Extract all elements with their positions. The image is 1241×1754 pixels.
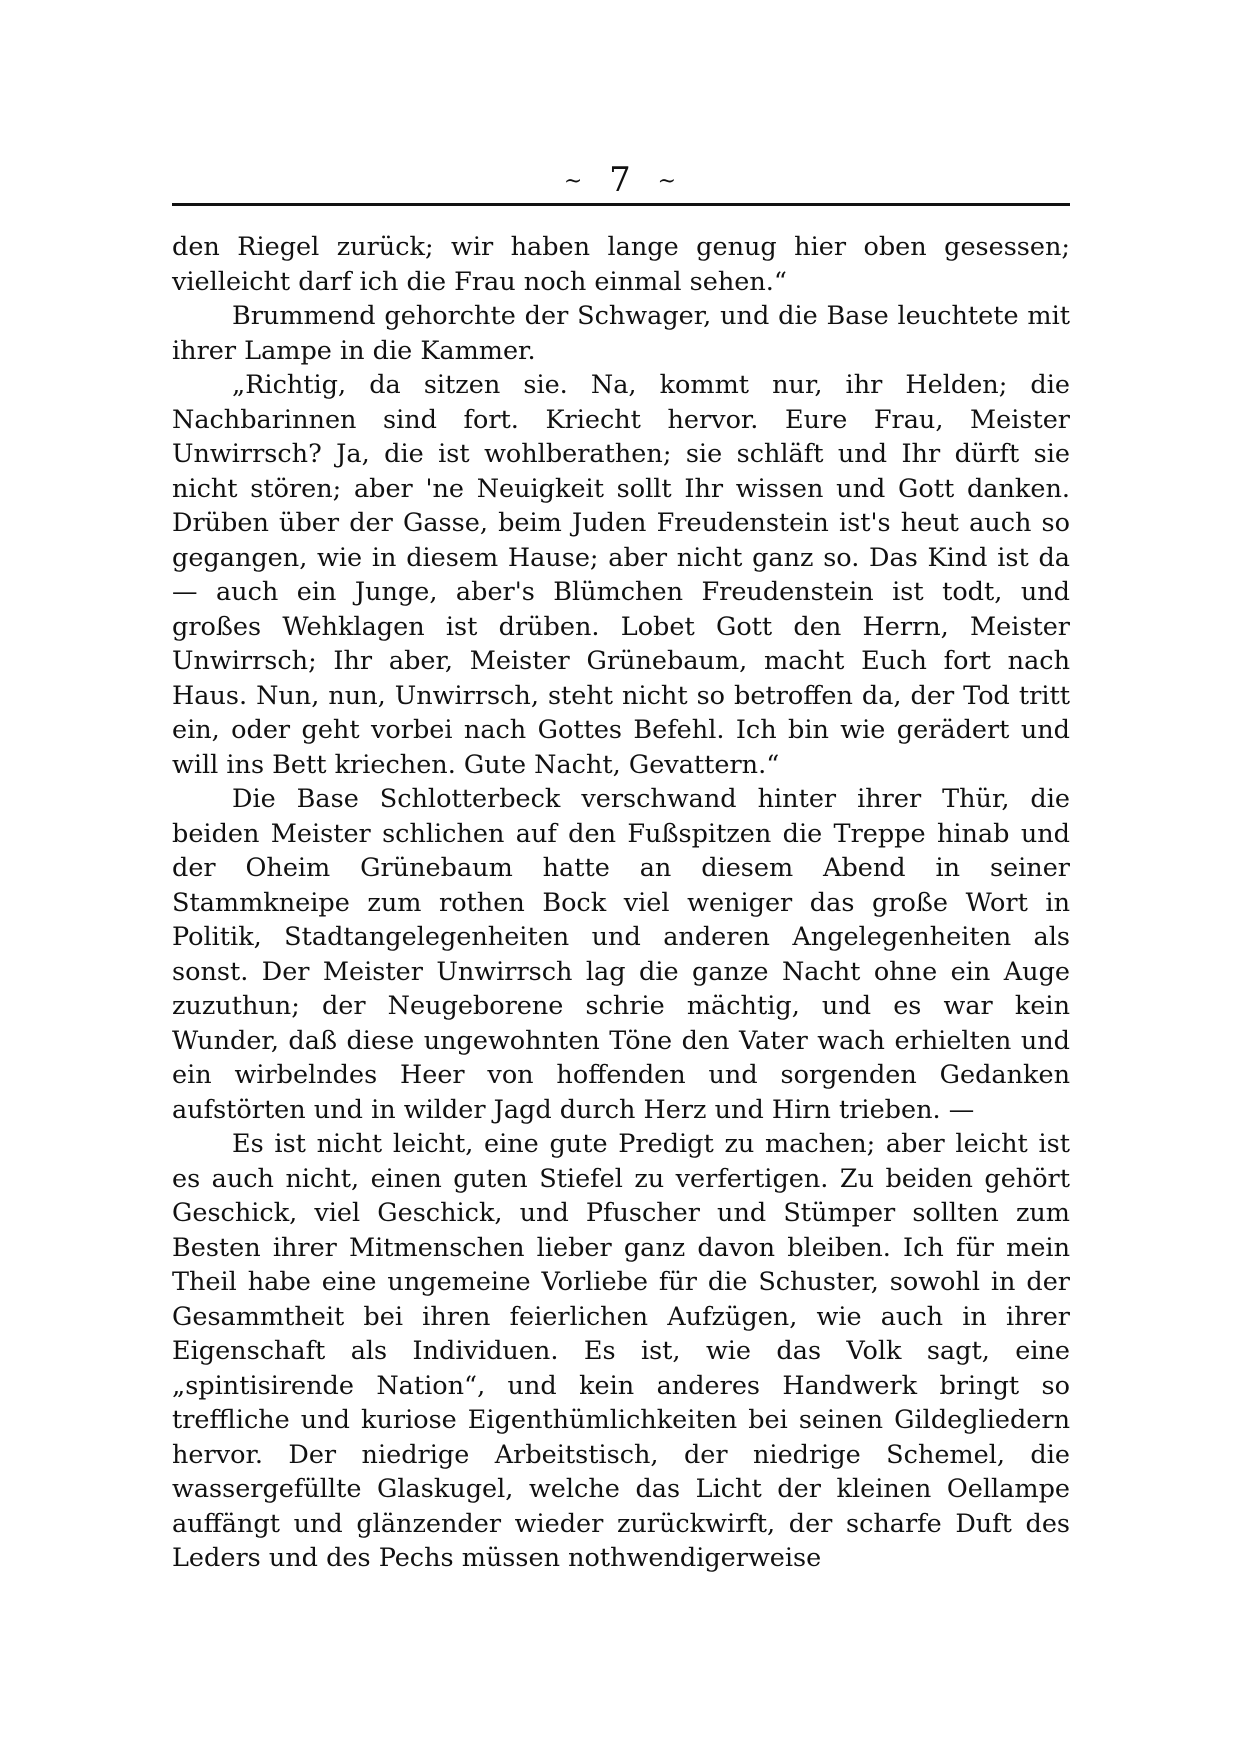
- paragraph-1: den Riegel zurück; wir haben lange genug hier oben gesessen; vielleicht darf ich die Frau noch einmal sehen.“: [172, 232, 1070, 297]
- page-number: 7: [609, 160, 632, 200]
- paragraph-4: Die Base Schlotterbeck verschwand hinter ihrer Thür, die beiden Meister schlichen auf den Fußspitzen die Treppe hinab und der Oheim Grünebaum hatte an diesem Abend in seiner Stammkneipe zum rothen Bock viel weniger das große Wort in Politik, Stadtangelegenheiten und anderen Angelegenheiten als sonst. Der Meister Unwirrsch lag die ganze Nacht ohne ein Auge zuzuthun; der Neugeborene schrie mächtig, und es war kein Wunder, daß diese ungewohnten Töne den Vater wach erhielten und ein wirbelndes Heer von hoffenden und sorgenden Gedanken aufstörten und in wilder Jagd durch Herz und Hirn trieben. —: [172, 784, 1070, 1125]
- body-text: [172, 230, 1070, 1576]
- paragraph-3: „Richtig, da sitzen sie. Na, kommt nur, ihr Helden; die Nachbarinnen sind fort. Kriecht hervor. Eure Frau, Meister Unwirrsch? Ja, die ist wohlberathen; sie schläft und Ihr dürft sie nicht stören; aber 'ne Neuigkeit sollt Ihr wissen und Gott danken. Drüben über der Gasse, beim Juden Freudenstein ist's heut auch so gegangen, wie in diesem Hause; aber nicht ganz so. Das Kind ist da — auch ein Junge, aber's Blümchen Freudenstein ist todt, und großes Wehklagen ist drüben. Lobet Gott den Herrn, Meister Unwirrsch; Ihr aber, Meister Grünebaum, macht Euch fort nach Haus. Nun, nun, Unwirrsch, steht nicht so betroffen da, der Tod tritt ein, oder geht vorbei nach Gottes Befehl. Ich bin wie gerädert und will ins Bett kriechen. Gute Nacht, Gevattern.“: [172, 370, 1070, 780]
- page-header: [0, 160, 1241, 202]
- paragraph-2: Brummend gehorchte der Schwager, und die Base leuchtete mit ihrer Lampe in die Kammer.: [172, 301, 1070, 366]
- header-rule: [172, 203, 1070, 206]
- paragraph-5: Es ist nicht leicht, eine gute Predigt zu machen; aber leicht ist es auch nicht, einen guten Stiefel zu verfertigen. Zu beiden gehört Geschick, viel Geschick, und Pfuscher und Stümper sollten zum Besten ihrer Mitmenschen lieber ganz davon bleiben. Ich für mein Theil habe eine ungemeine Vorliebe für die Schuster, sowohl in der Gesammtheit bei ihren feierlichen Aufzügen, wie auch in ihrer Eigenschaft als Individuen. Es ist, wie das Volk sagt, eine „spintisirende Nation“, und kein anderes Handwerk bringt so treffliche und kuriose Eigenthümlichkeiten bei seinen Gildegliedern hervor. Der niedrige Arbeitstisch, der niedrige Schemel, die wassergefüllte Glaskugel, welche das Licht der kleinen Oellampe auffängt und glänzender wieder zurückwirft, der scharfe Duft des Leders und des Pechs müssen nothwendigerweise: [172, 1129, 1070, 1573]
- ornament-left: ~: [563, 169, 584, 194]
- ornament-right: ~: [657, 169, 678, 194]
